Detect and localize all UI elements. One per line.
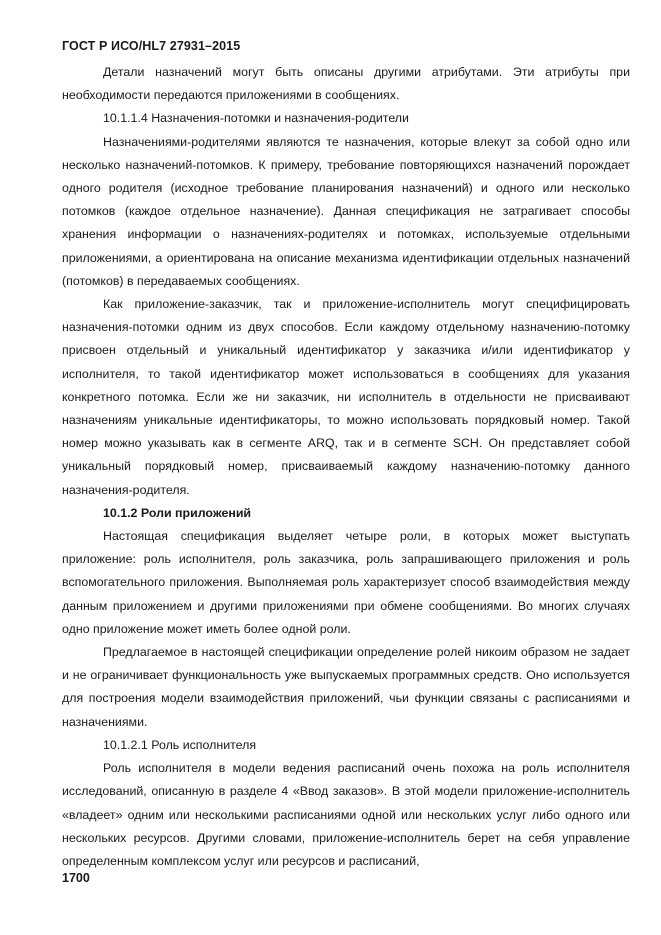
section-heading-10-1-1-4: 10.1.1.4 Назначения-потомки и назначения-родители xyxy=(103,111,409,126)
paragraph-role-definition: Предлагаемое в настоящей спецификации определение ролей никоим образом не задает и не ограничивает функциональность уже выпускаемых программных средств. Оно используется для построения модели взаимодействия приложений, чьи функции связаны с расписаниями и назначениями. xyxy=(62,645,630,729)
paragraph-child-identification: Как приложение-заказчик, так и приложение-исполнитель могут специфицировать назначения-потомки одним из двух способов. Если каждому отдельному назначению-потомку присвоен отдельный и уникальный идентификатор у заказчика и/или идентификатор у исполнителя, то такой идентификатор может использоваться в сообщениях для указания конкретного потомка. Если же ни заказчик, ни исполнитель в отдельности не присваивают назначениям уникальные идентификаторы, то можно использовать порядковый номер. Такой номер можно указывать как в сегменте ARQ, так и в сегменте SCH. Он представляет собой уникальный порядковый номер, присваиваемый каждому назначению-потомку данного назначения-родителя. xyxy=(62,297,630,497)
page-number: 1700 xyxy=(62,871,90,885)
paragraph-parent-appointments: Назначениями-родителями являются те назначения, которые влекут за собой одно или несколько назначений-потомков. К примеру, требование повторяющихся назначений порождает одного родителя (исходное требование планирования назначений) и одного или несколько потомков (каждое отдельное назначение). Данная спецификация не затрагивает способы хранения информации о назначениях-родителях и потомках, используемые отдельными приложениями, а ориентирована на описание механизма идентификации отдельных назначений (потомков) в передаваемых сообщениях. xyxy=(62,134,630,288)
document-page xyxy=(62,38,630,873)
paragraph-performer-role: Роль исполнителя в модели ведения расписаний очень похожа на роль исполнителя исследований, описанную в разделе 4 «Ввод заказов». В этой модели приложение-исполнитель «владеет» одним или несколькими расписаниями одной или нескольких услуг либо одного или нескольких ресурсов. Другими словами, приложение-исполнитель берет на себя управление определенным комплексом услуг или ресурсов и расписаний, xyxy=(62,761,630,868)
paragraph-details: Детали назначений могут быть описаны другими атрибутами. Эти атрибуты при необходимости передаются приложениями в сообщениях. xyxy=(62,65,630,103)
section-heading-10-1-2-1: 10.1.2.1 Роль исполнителя xyxy=(103,737,257,752)
document-header: ГОСТ Р ИСО/HL7 27931–2015 xyxy=(62,39,241,53)
paragraph-four-roles: Настоящая спецификация выделяет четыре роли, в которых может выступать приложение: роль исполнителя, роль заказчика, роль запрашивающего приложения и роль вспомогательного приложения. Выполняемая роль характеризует способ взаимодействия между данным приложением и другими приложениями при обмене сообщениями. Во многих случаях одно приложение может иметь более одной роли. xyxy=(62,529,630,636)
section-heading-10-1-2: 10.1.2 Роли приложений xyxy=(103,505,252,520)
